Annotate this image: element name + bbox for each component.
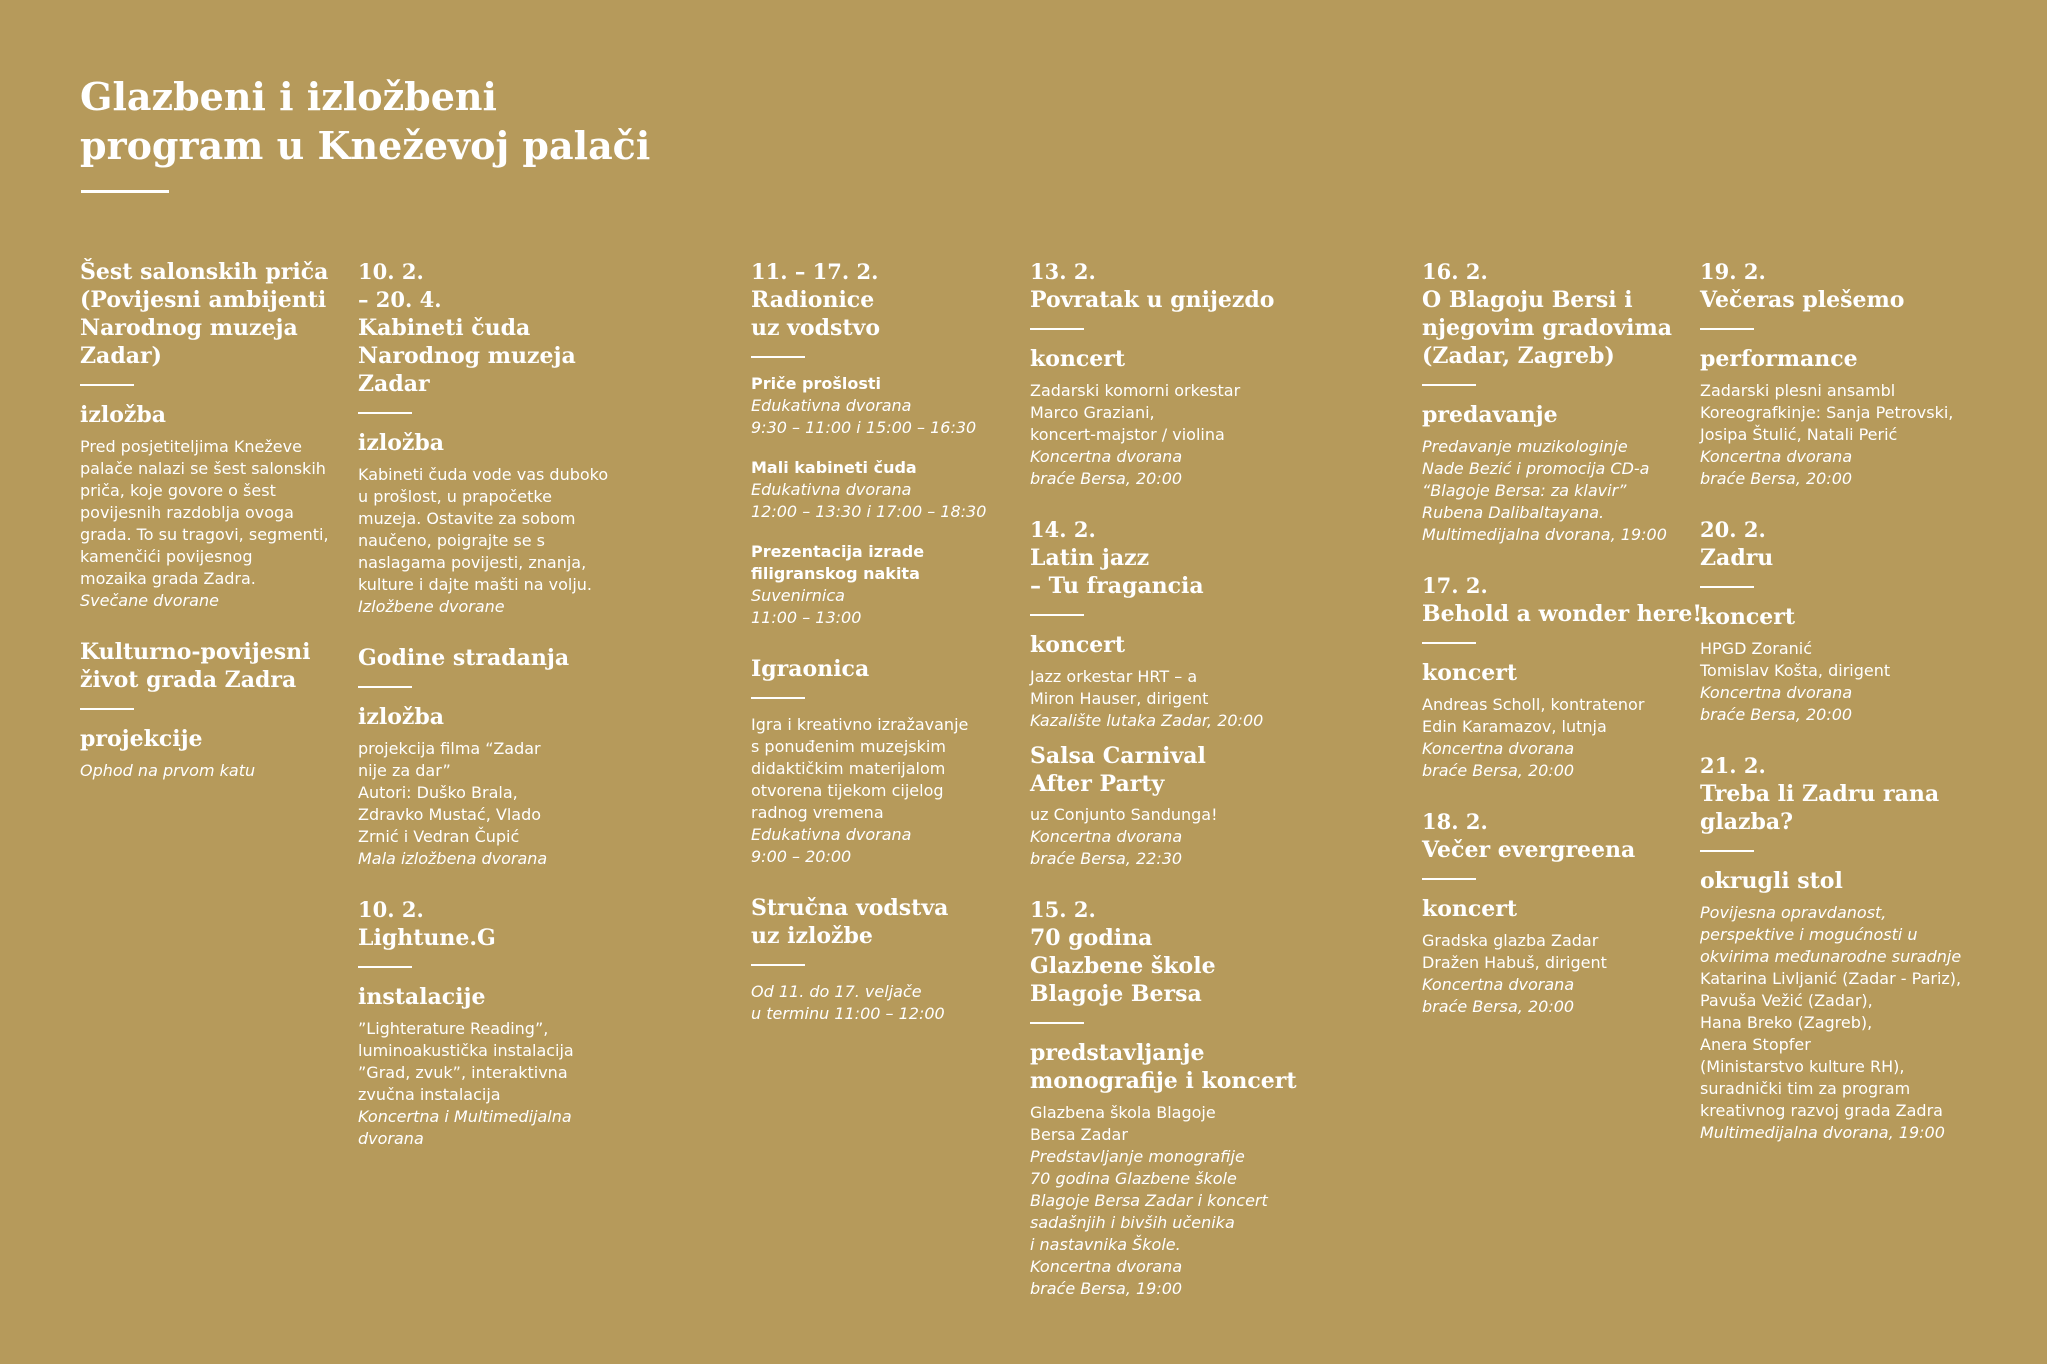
entry-type: okrugli stol (1700, 868, 1843, 894)
workshop-title: Mali kabineti čuda (751, 458, 917, 477)
entry-type: instalacije (358, 984, 486, 1010)
entry-divider (358, 966, 412, 968)
entry-type: izložba (80, 402, 167, 428)
program-entry (1422, 808, 1712, 1018)
column-5 (1422, 258, 1712, 1044)
program-entry (1700, 752, 2000, 1144)
entry-date: 16. 2. (1422, 259, 1488, 284)
entry-description: projekcija filma “Zadar nije za dar” Autori: Duško Brala, Zdravko Mustać, Vlado Zrnić i Vedran Čupić (358, 739, 542, 846)
after-party-venue: Koncertna dvorana braće Bersa, 22:30 (1030, 827, 1183, 868)
after-party-heading: Salsa Carnival After Party (1030, 743, 1206, 797)
column-2 (358, 258, 628, 1176)
column-3 (751, 258, 1021, 1051)
entry-venue: Izložbene dvorane (358, 597, 505, 616)
entry-heading: Lightune.G (358, 925, 496, 951)
entry-heading: Večer evergreena (1422, 837, 1636, 863)
entry-date: 20. 2. (1700, 517, 1766, 542)
entry-divider (1422, 878, 1476, 880)
entry-heading: O Blagoju Bersi i njegovim gradovima (Zadar, Zagreb) (1422, 287, 1673, 369)
workshop-title: Priče prošlosti (751, 374, 881, 393)
entry-divider (1700, 328, 1754, 330)
entry-venue: Multimedijalna dvorana, 19:00 (1700, 1123, 1945, 1142)
program-entry (1700, 258, 2000, 490)
title-divider (81, 190, 169, 193)
entry-heading: Večeras plešemo (1700, 287, 1905, 313)
workshop-venue: Suvenirnica 11:00 – 13:00 (751, 586, 862, 627)
entry-divider (80, 708, 134, 710)
entry-venue: Od 11. do 17. veljače u terminu 11:00 – 12:00 (751, 982, 945, 1023)
entry-description: Glazbena škola Blagoje Bersa Zadar (1030, 1103, 1216, 1144)
entry-heading: Treba li Zadru rana glazba? (1700, 781, 1940, 835)
workshop-item (751, 373, 1021, 439)
entry-date: 19. 2. (1700, 259, 1766, 284)
entry-heading: Latin jazz – Tu fragancia (1030, 545, 1204, 599)
entry-heading: Radionice uz vodstvo (751, 287, 880, 341)
entry-venue: Koncertna i Multimedijalna dvorana (358, 1107, 572, 1148)
entry-divider (1700, 850, 1754, 852)
entry-venue: Koncertna dvorana braće Bersa, 20:00 (1030, 447, 1183, 488)
program-entry (751, 258, 1021, 629)
entry-heading: Zadru (1700, 545, 1774, 571)
workshop-title: Prezentacija izrade filigranskog nakita (751, 542, 925, 583)
column-6 (1700, 258, 2000, 1170)
entry-divider (1030, 328, 1084, 330)
entry-type: koncert (1422, 896, 1518, 922)
entry-description: Zadarski plesni ansambl Koreografkinje: Sanja Petrovski, Josipa Štulić, Natali Perić (1700, 381, 1954, 444)
entry-heading: Igraonica (751, 656, 870, 682)
entry-divider (1422, 642, 1476, 644)
entry-description: Gradska glazba Zadar Dražen Habuš, dirigent (1422, 931, 1607, 972)
after-party-description: uz Conjunto Sandunga! (1030, 805, 1218, 824)
program-entry (80, 638, 340, 782)
entry-date: 15. 2. (1030, 897, 1096, 922)
entry-description: HPGD Zoranić Tomislav Košta, dirigent (1700, 639, 1891, 680)
entry-description: Pred posjetiteljima Kneževe palače nalazi se šest salonskih priča, koje govore o šest povijesnih razdoblja ovoga grada. To su tragovi, segmenti, kamenčići povijesnog mozaika grada Zadra. (80, 437, 329, 588)
entry-date: 14. 2. (1030, 517, 1096, 542)
entry-heading: 70 godina Glazbene škole Blagoje Bersa (1030, 925, 1216, 1007)
entry-heading: Stručna vodstva uz izložbe (751, 895, 949, 949)
program-entry (1422, 572, 1712, 782)
entry-venue: Koncertna dvorana braće Bersa, 20:00 (1422, 739, 1575, 780)
entry-heading: Behold a wonder here! (1422, 601, 1703, 627)
entry-date: 10. 2. – 20. 4. (358, 259, 442, 312)
entry-type: koncert (1030, 632, 1126, 658)
entry-heading: Kabineti čuda Narodnog muzeja Zadar (358, 315, 576, 397)
entry-heading: Kulturno-povijesni život grada Zadra (80, 639, 311, 693)
entry-heading: Šest salonskih priča (Povijesni ambijenti Narodnog muzeja Zadar) (80, 259, 329, 369)
entry-venue: Predstavljanje monografije 70 godina Glazbene škole Blagoje Bersa Zadar i koncert sadašnjih i bivših učenika i nastavnika Škole. Koncertna dvorana braće Bersa, 19:00 (1030, 1147, 1268, 1298)
entry-type: izložba (358, 704, 445, 730)
entry-divider (751, 964, 805, 966)
entry-divider (1030, 1022, 1084, 1024)
entry-divider (1422, 384, 1476, 386)
entry-description: Andreas Scholl, kontratenor Edin Karamazov, lutnja (1422, 695, 1645, 736)
program-entry (1422, 258, 1712, 546)
entry-divider (751, 697, 805, 699)
entry-divider (80, 384, 134, 386)
program-entry (1030, 258, 1330, 490)
entry-divider (1030, 614, 1084, 616)
workshop-venue: Edukativna dvorana 9:30 – 11:00 i 15:00 – 16:30 (751, 396, 977, 437)
entry-venue: Edukativna dvorana 9:00 – 20:00 (751, 825, 912, 866)
entry-type: predstavljanje monografije i koncert (1030, 1040, 1297, 1094)
workshop-venue: Edukativna dvorana 12:00 – 13:30 i 17:00 – 18:30 (751, 480, 987, 521)
entry-venue: Ophod na prvom katu (80, 761, 256, 780)
entry-divider (358, 686, 412, 688)
program-entry (358, 896, 628, 1150)
entry-date: 18. 2. (1422, 809, 1488, 834)
column-4 (1030, 258, 1330, 1326)
workshop-item (751, 541, 1021, 629)
entry-heading: Godine stradanja (358, 645, 570, 671)
entry-type: koncert (1700, 604, 1796, 630)
entry-venue: Koncertna dvorana braće Bersa, 20:00 (1700, 683, 1853, 724)
entry-description: Kabineti čuda vode vas duboko u prošlost, u prapočetke muzeja. Ostavite za sobom naučeno, poigrajte se s naslagama povijesti, znanja, kulture i dajte mašti na volju. (358, 465, 609, 594)
entry-venue: Predavanje muzikologinje Nade Bezić i promocija CD-a “Blagoje Bersa: za klavir” Rubena Dalibaltayana. Multimedijalna dvorana, 19:00 (1422, 437, 1667, 544)
title-line-2: program u Kneževoj palači (80, 123, 651, 168)
page-title (80, 72, 650, 170)
entry-date: 11. – 17. 2. (751, 259, 879, 284)
program-entry (1030, 896, 1330, 1300)
program-entry (751, 894, 1021, 1025)
entry-divider (1700, 586, 1754, 588)
entry-divider (358, 412, 412, 414)
entry-date: 17. 2. (1422, 573, 1488, 598)
program-entry (80, 258, 340, 612)
entry-venue: Mala izložbena dvorana (358, 849, 548, 868)
entry-description: Zadarski komorni orkestar Marco Graziani, koncert-majstor / violina (1030, 381, 1241, 444)
entry-heading: Povratak u gnijezdo (1030, 287, 1275, 313)
program-entry (358, 644, 628, 870)
entry-type: izložba (358, 430, 445, 456)
entry-date: 21. 2. (1700, 753, 1766, 778)
entry-type: koncert (1030, 346, 1126, 372)
program-entry (1700, 516, 2000, 726)
entry-type: predavanje (1422, 402, 1558, 428)
entry-topic: Povijesna opravdanost, perspektive i mogućnosti u okvirima međunarodne suradnje (1700, 903, 1962, 966)
entry-venue: Koncertna dvorana braće Bersa, 20:00 (1422, 975, 1575, 1016)
entry-venue: Svečane dvorane (80, 591, 219, 610)
program-entry (358, 258, 628, 618)
entry-participants: Katarina Livljanić (Zadar - Pariz), Pavuša Vežić (Zadar), Hana Breko (Zagreb), Anera Stopfer (Ministarstvo kulture RH), suradnički tim za program kreativnog razvoj grada Zadra (1700, 969, 1962, 1120)
entry-type: projekcije (80, 726, 203, 752)
program-entry (1030, 516, 1330, 870)
entry-divider (751, 356, 805, 358)
entry-venue: Kazalište lutaka Zadar, 20:00 (1030, 711, 1264, 730)
entry-description: ”Lighterature Reading”, luminoakustička instalacija ”Grad, zvuk”, interaktivna zvučna instalacija (358, 1019, 574, 1104)
entry-type: performance (1700, 346, 1858, 372)
entry-description: Jazz orkestar HRT – a Miron Hauser, dirigent (1030, 667, 1209, 708)
title-line-1: Glazbeni i izložbeni (80, 74, 497, 119)
entry-description: Igra i kreativno izražavanje s ponuđenim muzejskim didaktičkim materijalom otvorena tijekom cijelog radnog vremena (751, 715, 969, 822)
entry-venue: Koncertna dvorana braće Bersa, 20:00 (1700, 447, 1853, 488)
workshop-item (751, 457, 1021, 523)
entry-date: 13. 2. (1030, 259, 1096, 284)
entry-date: 10. 2. (358, 897, 424, 922)
entry-type: koncert (1422, 660, 1518, 686)
column-1 (80, 258, 340, 808)
program-entry (751, 655, 1021, 868)
